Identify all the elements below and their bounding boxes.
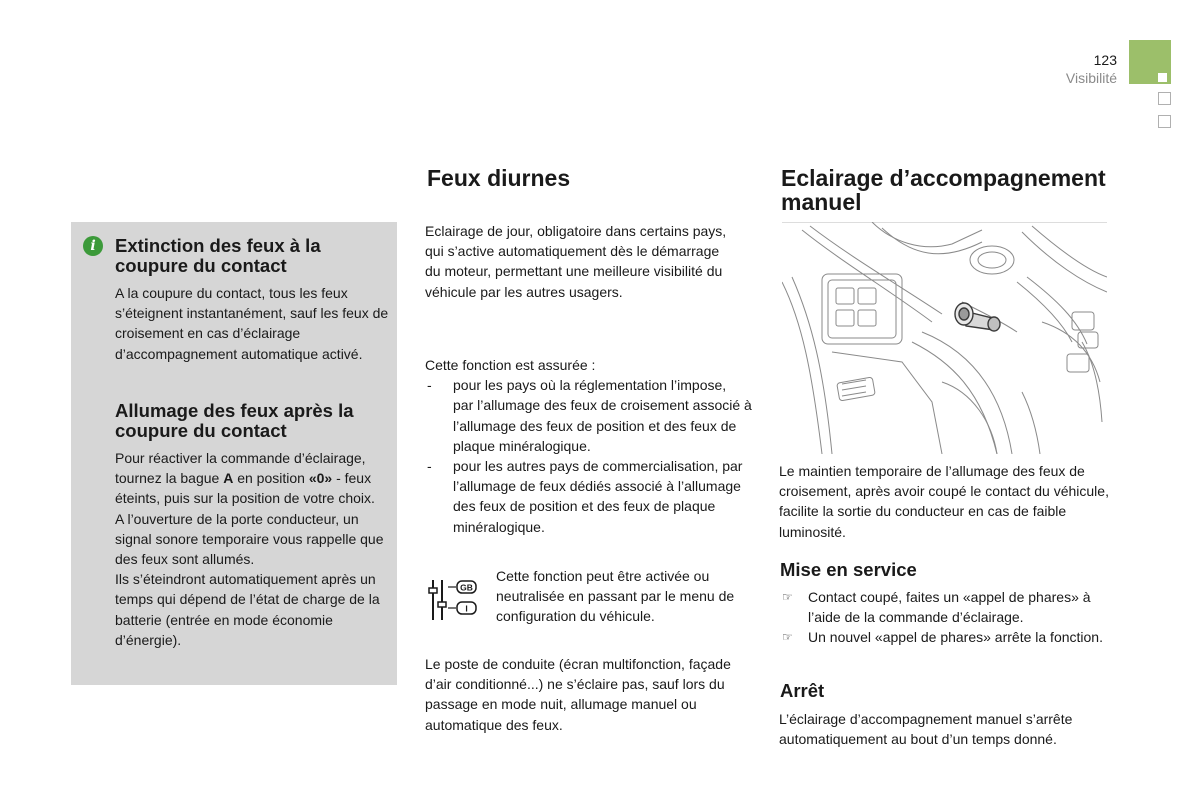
conditions-list [425, 375, 755, 537]
info-section1-title: Extinction des feux à la coupure du contact [115, 235, 321, 276]
info-section2-text: Pour réactiver la commande d’éclairage, tournez la bague A en position «0» - feux éteints, puis sur la position de votre choix. A l’ouverture de la porte conducteur, un signal sonore temporaire vous rappelle que des feux sont allumés. Ils s’éteindront automatiquement après un temps qui dépend de l’état de charge de la batterie (entrée en mode économie d’énergie). [115, 450, 384, 648]
list-item: ☞ Un nouvel «appel de phares» arrête la fonction. [780, 627, 1112, 647]
list-item: ☞ Contact coupé, faites un «appel de phares» à l’aide de la commande d’éclairage. [782, 589, 1091, 626]
mise-en-service-title: Mise en service [780, 559, 917, 580]
feux-diurnes-intro: Eclairage de jour, obligatoire dans certains pays, qui s’active automatiquement dès le démarrage du moteur, permettant une meilleure visibilité du véhicule par les autres usagers. [425, 223, 727, 300]
accompagnement-description: Le maintien temporaire de l’allumage des feux de croisement, après avoir coupé le contact du véhicule, facilite la sortie du conducteur en cas de faible luminosité. [779, 463, 1109, 540]
feux-diurnes-conditions [425, 355, 755, 537]
gb-label: GB [460, 582, 473, 593]
arret-title: Arrêt [780, 680, 825, 701]
info-section2-title: Allumage des feux après la coupure du contact [115, 400, 354, 441]
pointing-hand-icon: ☞ [782, 630, 793, 645]
dashboard-illustration [782, 222, 1107, 454]
assured-label: Cette fonction est assurée : [425, 357, 596, 373]
arret-text: L’éclairage d’accompagnement manuel s’arrête automatiquement au bout d’un temps donné. [779, 711, 1073, 748]
config-note: Cette fonction peut être activée ou neutralisée en passant par le menu de configuration du véhicule. [496, 568, 735, 625]
feux-diurnes-title: Feux diurnes [427, 165, 571, 191]
chapter-tab-marker [1158, 73, 1167, 82]
pointing-hand-icon: ☞ [782, 590, 793, 604]
section-name: Visibilité [1065, 70, 1117, 86]
mise-en-service-list [780, 587, 1112, 648]
chapter-tab-box [1158, 115, 1171, 128]
info-section1-text: A la coupure du contact, tous les feux s’éteignent instantanément, sauf les feux de croisement en cas d’éclairage d’accompagnement automatique activé. [115, 285, 389, 362]
page-number: 123 [1093, 52, 1117, 68]
i-label: I [465, 603, 468, 614]
eclairage-accompagnement-title: Eclairage d’accompagnement manuel [781, 165, 1106, 215]
dashboard-note: Le poste de conduite (écran multifonction, façade d’air conditionné...) ne s’éclaire pas, sauf lors du passage en mode nuit, allumage manuel ou automatique des feux. [425, 656, 731, 733]
list-item: - pour les autres pays de commercialisation, par l’allumage de feux dédiés associé à l’allumage des feux de position et des feux de plaque minéralogique. [425, 456, 755, 537]
vehicle-config-icon [428, 578, 480, 622]
chapter-tab-box [1158, 92, 1171, 105]
info-icon: i [83, 236, 103, 256]
list-item: - pour les pays où la réglementation l’impose, par l’allumage des feux de croisement associé à l’allumage des feux de position et des feux de plaque minéralogique. [425, 375, 755, 456]
